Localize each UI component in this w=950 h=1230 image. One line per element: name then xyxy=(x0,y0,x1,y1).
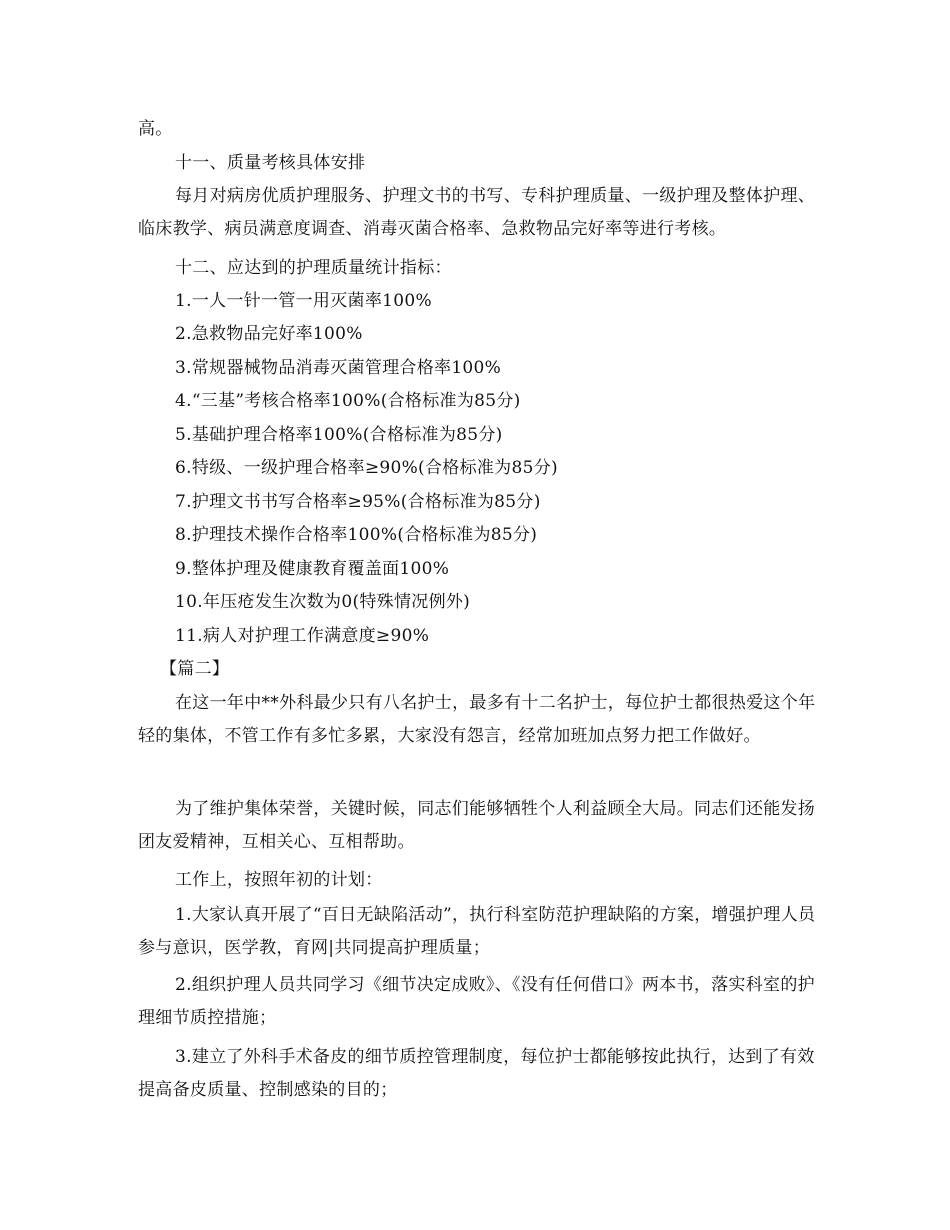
section-heading-12: 十二、应达到的护理质量统计指标： xyxy=(175,258,452,278)
plan-item-1: 1.大家认真开展了“百日无缺陷活动”，执行科室防范护理缺陷的方案，增强护理人员参与意识，医学教，育网|共同提高护理质量； xyxy=(138,905,816,958)
plan-item-3: 3.建立了外科手术备皮的细节质控管理制度，每位护士都能够按此执行，达到了有效提高备皮质量、控制感染的目的； xyxy=(138,1047,815,1100)
indicator-item-11: 11.病人对护理工作满意度≥90% xyxy=(175,626,430,646)
section-heading-part-two: 【篇二】 xyxy=(160,659,230,679)
indicator-item-7: 7.护理文书书写合格率≥95%(合格标准为85分) xyxy=(175,492,541,512)
paragraph-continuation: 高。 xyxy=(138,119,173,139)
indicator-item-6: 6.特级、一级护理合格率≥90%(合格标准为85分) xyxy=(175,458,558,478)
indicator-item-2: 2.急救物品完好率100% xyxy=(175,324,363,344)
indicator-item-10: 10.年压疮发生次数为0(特殊情况例外) xyxy=(175,592,471,612)
indicator-item-5: 5.基础护理合格率100%(合格标准为85分) xyxy=(175,425,503,445)
paragraph-team-overview: 在这一年中**外科最少只有八名护士，最多有十二名护士，每位护士都很热爱这个年轻的集体，不管工作有多忙多累，大家没有怨言，经常加班加点努力把工作做好。 xyxy=(138,693,816,746)
paragraph-assessment: 每月对病房优质护理服务、护理文书的书写、专科护理质量、一级护理及整体护理、临床教学、病员满意度调查、消毒灭菌合格率、急救物品完好率等进行考核。 xyxy=(138,186,816,239)
indicator-item-1: 1.一人一针一管一用灭菌率100% xyxy=(175,291,432,311)
indicator-item-8: 8.护理技术操作合格率100%(合格标准为85分) xyxy=(175,525,538,545)
plan-item-2: 2.组织护理人员共同学习《细节决定成败》、《没有任何借口》两本书，落实科室的护理细节质控措施； xyxy=(138,975,815,1028)
indicator-item-9: 9.整体护理及健康教育覆盖面100% xyxy=(175,559,450,579)
indicator-item-3: 3.常规器械物品消毒灭菌管理合格率100% xyxy=(175,358,502,378)
section-heading-11: 十一、质量考核具体安排 xyxy=(175,153,366,173)
paragraph-team-spirit: 为了维护集体荣誉，关键时候，同志们能够牺牲个人利益顾全大局。同志们还能发扬团友爱精神，互相关心、互相帮助。 xyxy=(138,799,816,852)
indicator-item-4: 4.“三基”考核合格率100%(合格标准为85分) xyxy=(175,391,521,411)
paragraph-work-plan: 工作上，按照年初的计划： xyxy=(175,870,383,890)
